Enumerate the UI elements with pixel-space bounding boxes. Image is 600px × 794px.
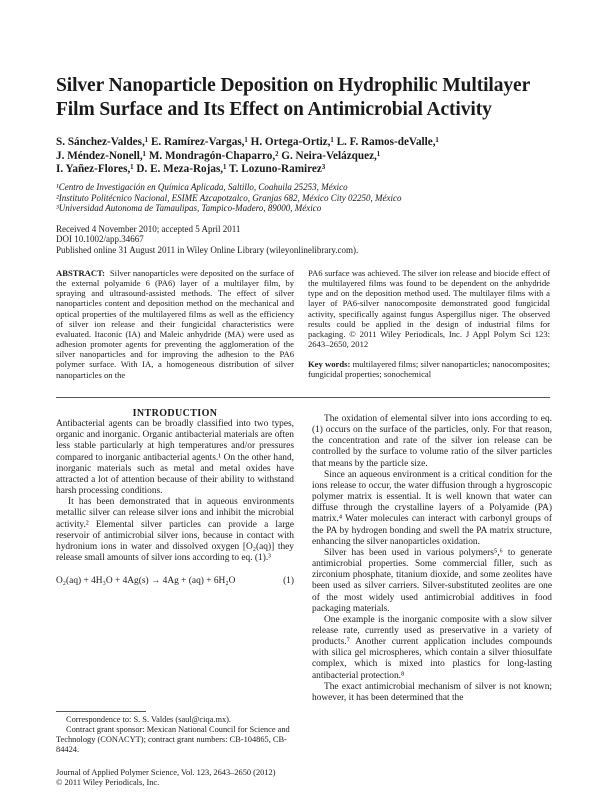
- authors-line-2: J. Méndez-Nonell,¹ M. Mondragón-Chaparro,² G. Neira-Velázquez,¹: [56, 149, 381, 162]
- correspondence-note: Correspondence to: S. S. Valdes (saul@ciqa.mx).: [66, 715, 232, 724]
- abstract-left: [56, 268, 294, 380]
- paragraph-5: Silver has been used in various polymers⁵,⁶ to generate antimicrobial properties. Some commercial filler, such as zirconium phosphate, titanium dioxide, and some zeolites have been used as silver carriers. Silver-substituted zeolites are one of the most widely used antimicrobial additives in food packaging materials.: [312, 547, 552, 614]
- title-line-1: Silver Nanoparticle Deposition on Hydrophilic Multilayer: [56, 75, 531, 96]
- journal-citation: [56, 768, 306, 788]
- published-online: Published online 31 August 2011 in Wiley Online Library (wileyonlinelibrary.com).: [56, 244, 359, 255]
- abstract-divider: [56, 397, 550, 398]
- equation-1: [56, 576, 294, 587]
- author-list: [56, 136, 556, 177]
- section-heading: INTRODUCTION: [132, 408, 218, 419]
- received-date: Received 4 November 2010; accepted 5 April 2011: [56, 224, 241, 234]
- affiliation-3: ³Universidad Autonoma de Tamaulipas, Tampico-Madero, 89000, México: [56, 203, 322, 213]
- paragraph-2: It has been demonstrated that in aqueous environments metallic silver can release silver ions and inhibit the microbial activity.² Elemental silver particles can provide a large reservoir of antimicrobial silver ions, because in contact with hydronium ions in water and dissolved oxygen [O₂(aq)] they release small amounts of silver ions according to eq. (1).³: [56, 497, 294, 564]
- abstract-text-right: PA6 surface was achieved. The silver ion release and biocide effect of the multilayered films was found to be dependent on the anhydride type and on the deposition method used. The multilayer films with a layer of PA6-silver nanocomposite demonstrated good fungicidal activity, specifically against fungus Aspergillus niger. The observed results could be applied in the design of industrial films for packaging. © 2011 Wiley Periodicals, Inc. J Appl Polym Sci 123: 2643–2650, 2012: [308, 268, 550, 350]
- keywords-text: multilayered films; silver nanoparticles; nanocomposites; fungicidal properties; sonochemical: [308, 359, 550, 380]
- footnotes: [56, 715, 294, 755]
- equation-number: (1): [283, 576, 294, 587]
- publication-history: [56, 224, 556, 255]
- paragraph-6: One example is the inorganic composite with a slow silver release rate, currently used as preservative in a variety of products.⁷ Another current application includes compounds with silica gel microspheres, which contain a silver thiosulfate complex, which is mixed into plastics for long-lasting antibacterial protection.⁸: [312, 614, 552, 681]
- authors-line-1: S. Sánchez-Valdes,¹ E. Ramírez-Vargas,¹ H. Ortega-Ortiz,¹ L. F. Ramos-deValle,¹: [56, 136, 439, 148]
- keywords-label: Key words:: [308, 359, 351, 370]
- equation-text: O₂(aq) + 4H₃O + 4Ag(s) → 4Ag + (aq) + 6H₂O: [56, 576, 236, 587]
- authors-line-3: I. Yañez-Flores,¹ D. E. Meza-Rojas,¹ T. Lozuno-Ramirez³: [56, 163, 326, 175]
- paragraph-4: Since an aqueous environment is a critical condition for the ions release to occur, the water diffusion through a hygroscopic polymer matrix is essential. It is well known that water can diffuse through the crystalline layers of a Polyamide (PA) matrix.⁴ Water molecules can interact with carbonyl groups of the PA by hydrogen bonding and swell the PA matrix structure, enhancing the silver nanoparticles oxidation.: [312, 469, 552, 547]
- abstract-text-left: Silver nanoparticles were deposited on the surface of the external polyamide 6 (PA6) layer of a multilayer film, by spraying and ultrasound-assisted methods. The effect of silver nanoparticles content and deposition method on the mechanical and optical properties of the multilayered films as well as the efficiency of silver ion release and their fungicidal characteristics were evaluated. Itaconic (IA) and Maleic anhydride (MA) were used as adhesion promoter agents for preventing the agglomeration of the silver nanoparticles and for improving the adhesion to the PA6 polymer surface. With IA, a homogeneous distribution of silver nanoparticles on the: [56, 268, 294, 380]
- journal-line-2: © 2011 Wiley Periodicals, Inc.: [56, 778, 160, 787]
- journal-line-1: Journal of Applied Polymer Science, Vol. 123, 2643–2650 (2012): [56, 768, 276, 777]
- body-column-right: [312, 414, 552, 704]
- body-column-left: [56, 408, 294, 595]
- footnote-rule: [56, 711, 146, 712]
- title-line-2: Film Surface and Its Effect on Antimicrobial Activity: [56, 99, 492, 120]
- affiliations: [56, 182, 556, 214]
- affiliation-1: ¹Centro de Investigación en Química Aplicada, Saltillo, Coahuila 25253, México: [56, 182, 348, 192]
- paragraph-3: The oxidation of elemental silver into ions according to eq. (1) occurs on the surface of the particles, only. For that reason, the concentration and rate of the silver ion release can be controlled by the surface to volume ratio of the silver particles that means by the particle size.: [312, 414, 552, 469]
- keywords: [308, 359, 550, 379]
- abstract-right: [308, 268, 550, 380]
- paragraph-7: The exact antimicrobial mechanism of silver is not known; however, it has been determined that the: [312, 681, 552, 703]
- doi: DOI 10.1002/app.34667: [56, 234, 144, 245]
- paper-title: [56, 74, 556, 122]
- grant-sponsor-note: Contract grant sponsor: Mexican National Council for Science and Technology (CONACYT); contract grant numbers: CB-104865, CB-84424.: [56, 725, 290, 754]
- paragraph-1: Antibacterial agents can be broadly classified into two types, organic and inorganic. Organic antibacterial materials are often less stable particularly at high temperatures and/or pressures compared to inorganic antibacterial agents.¹ On the other hand, inorganic materials such as metal and metal oxides have attracted a lot of attention because of their ability to withstand harsh processing conditions.: [56, 419, 294, 497]
- abstract-label: ABSTRACT:: [56, 268, 106, 278]
- affiliation-2: ²Instituto Politécnico Nacional, ESIME Azcapotzalco, Granjas 682, México City 02250, México: [56, 192, 402, 203]
